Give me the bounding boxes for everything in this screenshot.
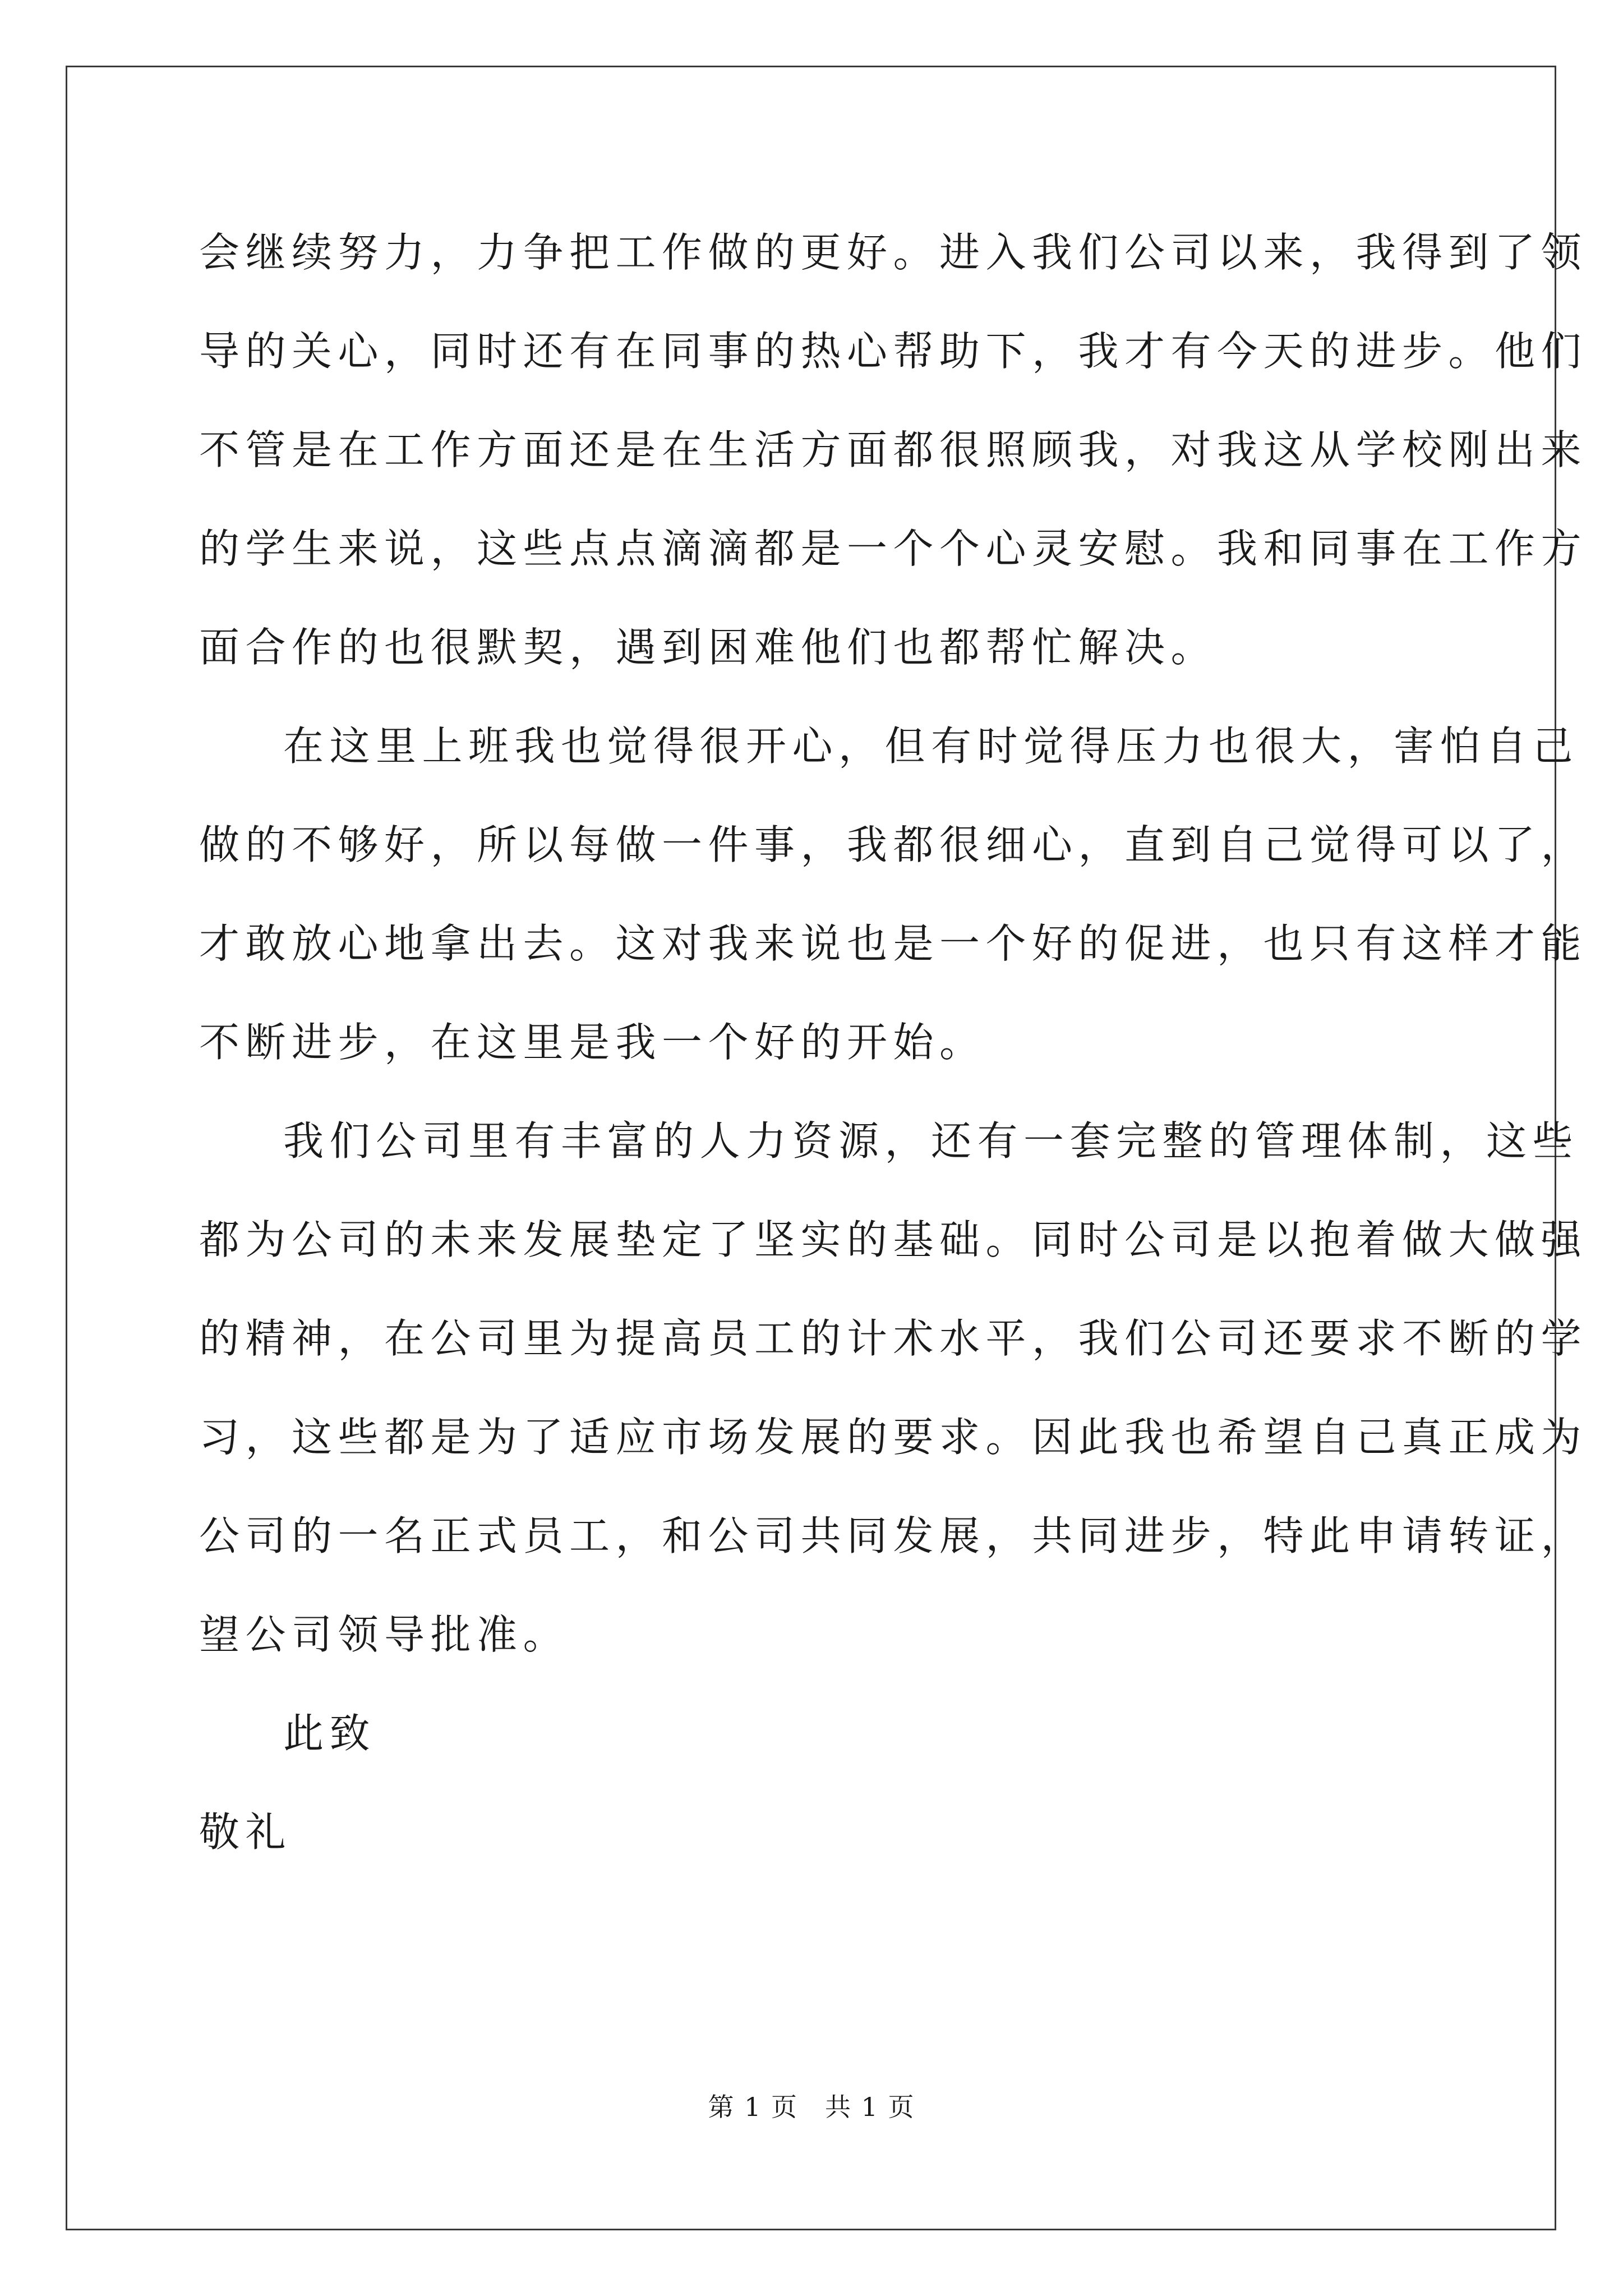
text-line: 做的不够好，所以每做一件事，我都很细心，直到自己觉得可以了， (199, 821, 1588, 868)
text-line: 面合作的也很默契，遇到困难他们也都帮忙解决。 (199, 624, 1218, 671)
page-footer (0, 2087, 1623, 2124)
text-line: 才敢放心地拿出去。这对我来说也是一个好的促进，也只有这样才能 (199, 920, 1588, 967)
text-line: 我们公司里有丰富的人力资源，还有一套完整的管理体制，这些 (283, 1117, 1579, 1165)
text-line: 此致 (283, 1710, 376, 1757)
text-line: 的学生来说，这些点点滴滴都是一个个心灵安慰。我和同事在工作方 (199, 525, 1588, 572)
text-line: 不断进步，在这里是我一个好的开始。 (199, 1019, 986, 1066)
text-line: 都为公司的未来发展垫定了坚实的基础。同时公司是以抱着做大做强 (199, 1216, 1588, 1263)
text-line: 在这里上班我也觉得很开心，但有时觉得压力也很大，害怕自己 (283, 723, 1579, 770)
text-line: 会继续努力，力争把工作做的更好。进入我们公司以来，我得到了领 (199, 229, 1588, 276)
text-line: 望公司领导批准。 (199, 1611, 570, 1658)
text-line: 敬礼 (199, 1809, 292, 1856)
page-number-label: 第 1 页 共 1 页 (708, 2092, 915, 2122)
text-line: 习，这些都是为了适应市场发展的要求。因此我也希望自己真正成为 (199, 1414, 1588, 1461)
text-line: 公司的一名正式员工，和公司共同发展，共同进步，特此申请转证， (199, 1512, 1588, 1559)
document-body (199, 203, 1588, 1881)
text-line: 导的关心，同时还有在同事的热心帮助下，我才有今天的进步。他们 (199, 328, 1588, 375)
text-line: 的精神，在公司里为提高员工的计术水平，我们公司还要求不断的学 (199, 1315, 1588, 1362)
text-line: 不管是在工作方面还是在生活方面都很照顾我，对我这从学校刚出来 (199, 426, 1588, 473)
